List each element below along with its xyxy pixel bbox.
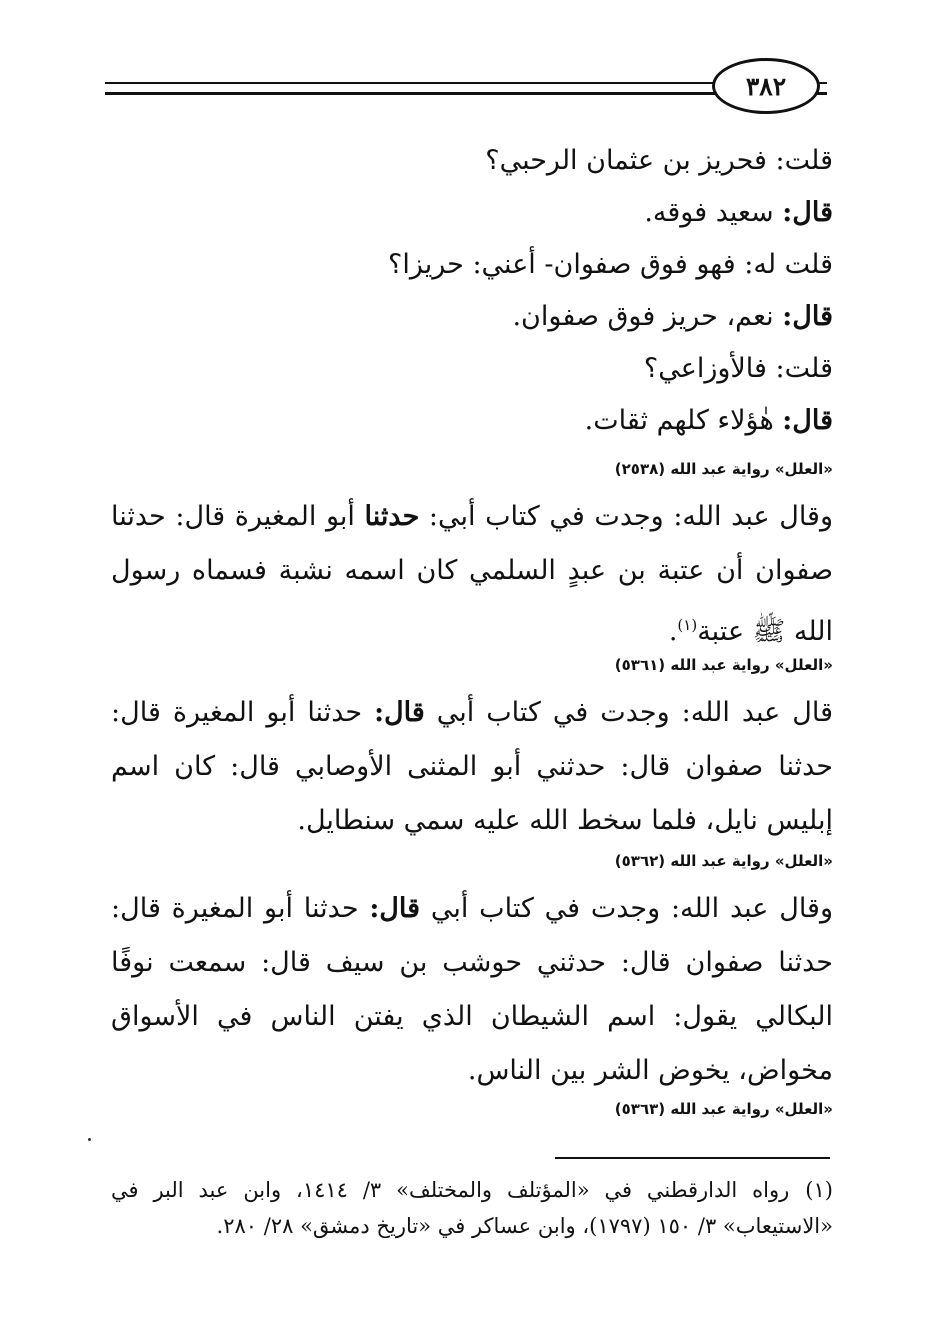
footnote-marker: (١) bbox=[677, 616, 698, 634]
utterance: سعيد فوقه. bbox=[644, 197, 774, 228]
speaker: قلت: bbox=[775, 353, 833, 384]
bold-segment: قال: bbox=[369, 893, 421, 924]
dialogue-line bbox=[388, 251, 833, 278]
text-segment: أبو المغيرة قال: حدثنا صفوان أن عتبة بن عبدٍ السلمي كان اسمه نشبة فسماه رسول الله ﷺ عتبة bbox=[111, 501, 833, 647]
source-reference: «العلل» رواية عبد الله (٥٣٦٣) bbox=[614, 1100, 833, 1118]
dialogue-line bbox=[512, 303, 833, 330]
footnote-text: رواه الدارقطني في «المؤتلف والمختلف» ٣/ ١٤١٤، وابن عبد البر في «الاستيعاب» ٣/ ١٥٠ (١٧٩٧)، وابن عساكر في «تاريخ دمشق» ٢٨/ ٢٨٠. bbox=[111, 1178, 833, 1238]
text-segment: حدثنا أبو المغيرة قال: حدثنا صفوان قال: حدثني حوشب بن سيف قال: سمعت نوفًا البكالي يقول: اسم الشيطان الذي يفتن الناس في الأسواق مخواض، يخوض الشر بين الناس. bbox=[111, 893, 833, 1086]
speaker: قلت له: bbox=[744, 249, 833, 280]
text-segment: . bbox=[668, 616, 678, 647]
source-reference: «العلل» رواية عبد الله (٢٥٣٨) bbox=[614, 460, 833, 478]
dialogue-line bbox=[585, 407, 833, 434]
speaker: قال: bbox=[782, 301, 833, 332]
dialogue-line bbox=[644, 199, 833, 226]
text-segment: حدثنا أبو المغيرة قال: حدثنا صفوان قال: حدثني أبو المثنى الأوصابي قال: كان اسم إبليس نايل، فلما سخط الله عليه سمي سنطايل. bbox=[111, 697, 833, 836]
narration-paragraph bbox=[111, 882, 833, 1098]
utterance: فهو فوق صفوان- أعني: حريزا؟ bbox=[388, 249, 736, 280]
utterance: هٰؤلاء كلهم ثقات. bbox=[584, 405, 774, 436]
source-reference: «العلل» رواية عبد الله (٥٣٦٢) bbox=[614, 852, 833, 870]
bold-segment: حدثنا bbox=[364, 501, 420, 532]
dialogue-line bbox=[644, 355, 833, 382]
speaker: قال: bbox=[782, 197, 833, 228]
utterance: فالأوزاعي؟ bbox=[643, 353, 767, 384]
stray-mark bbox=[88, 1138, 91, 1141]
bold-segment: قال: bbox=[374, 697, 425, 728]
text-segment: قال عبد الله: وجدت في كتاب أبي bbox=[436, 697, 833, 728]
footnote-rule bbox=[555, 1157, 830, 1159]
utterance: فحريز بن عثمان الرحبي؟ bbox=[485, 145, 767, 176]
footnote-number: (١) bbox=[805, 1178, 833, 1202]
page-number: ٣٨٢ bbox=[712, 58, 820, 114]
speaker: قال: bbox=[782, 405, 833, 436]
narration-paragraph bbox=[111, 686, 833, 848]
text-segment: وقال عبد الله: وجدت في كتاب أبي bbox=[430, 893, 833, 924]
text-segment: وقال عبد الله: وجدت في كتاب أبي: bbox=[428, 501, 833, 532]
source-reference: «العلل» رواية عبد الله (٥٣٦١) bbox=[614, 656, 833, 674]
utterance: نعم، حريز فوق صفوان. bbox=[512, 301, 774, 332]
speaker: قلت: bbox=[775, 145, 833, 176]
footnote bbox=[111, 1172, 833, 1244]
dialogue-line bbox=[485, 147, 833, 174]
narration-paragraph bbox=[111, 490, 833, 659]
